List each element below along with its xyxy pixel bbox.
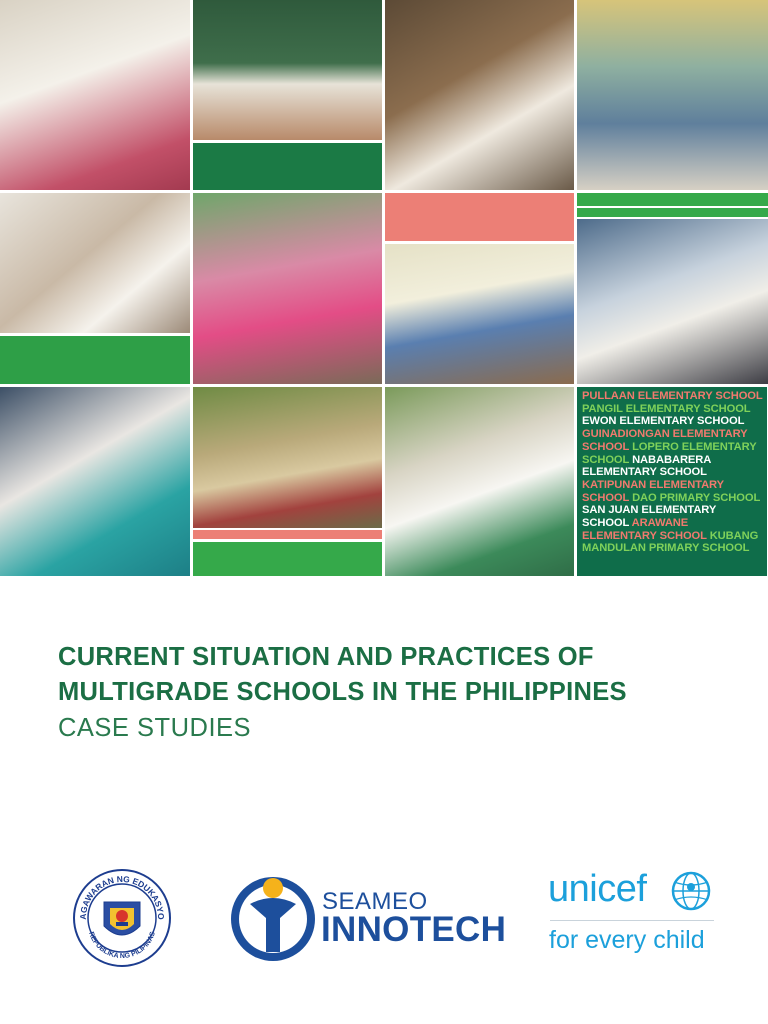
seameo-innotech-logo: [228, 872, 507, 964]
color-stripe-green: [577, 193, 768, 206]
color-stripe-green-2: [577, 208, 768, 217]
school-names-panel: [577, 387, 767, 576]
unicef-logo: [548, 868, 728, 968]
school-name: ARAWANE ELEMENTARY SCHOOL: [582, 517, 710, 542]
school-name: GUINADIONGAN ELEMENTARY SCHOOL: [582, 428, 748, 453]
color-stripe-salmon: [193, 530, 382, 539]
photo-classroom-teacher: [577, 0, 768, 190]
color-block-green: [0, 336, 190, 384]
unicef-wordmark: unicef: [548, 868, 647, 910]
report-title-line-2: MULTIGRADE SCHOOLS IN THE PHILIPPINES: [58, 678, 627, 706]
school-name: EWON ELEMENTARY SCHOOL: [582, 415, 745, 428]
report-subtitle: CASE STUDIES: [58, 714, 252, 742]
school-name: KATIPUNAN ELEMENTARY SCHOOL: [582, 478, 724, 504]
photo-classroom-group-work: [385, 244, 574, 384]
photo-boy-writing: [385, 0, 574, 190]
unicef-divider: [550, 920, 714, 921]
school-name: SAN JUAN ELEMENTARY SCHOOL: [582, 504, 717, 530]
seameo-emblem-icon: [228, 874, 318, 964]
color-block-green-3: [193, 542, 382, 576]
deped-ring-bottom: REPUBLIKA NG PILIPINAS: [87, 930, 157, 961]
color-block-salmon: [385, 193, 574, 241]
unicef-tagline: for every child: [549, 926, 705, 954]
photo-students-writing-at-table: [0, 387, 190, 576]
photo-children-seated-on-floor: [577, 219, 768, 384]
photo-girls-drawing-outdoors: [385, 387, 574, 576]
deped-ring-top: AGAWARAN NG EDUKASYO: [77, 873, 167, 920]
report-title-line-1: CURRENT SITUATION AND PRACTICES OF: [58, 643, 594, 671]
deped-seal-icon: [70, 868, 174, 968]
school-name: NABABARERA ELEMENTARY SCHOOL: [582, 453, 711, 479]
school-name: PANGIL ELEMENTARY SCHOOL: [582, 402, 751, 415]
photo-children-sorting-leaves: [0, 0, 190, 190]
color-block-dark-green: [193, 143, 382, 190]
seameo-wordmark: SEAMEO: [322, 888, 428, 915]
report-title-block: [58, 640, 738, 746]
photo-girl-dancing-outdoors: [193, 387, 382, 528]
school-name: LOPERO ELEMENTARY SCHOOL: [582, 440, 757, 466]
photo-boy-thinking: [0, 193, 190, 333]
deped-seal-logo: [70, 868, 174, 968]
school-name: PULLAAN ELEMENTARY SCHOOL: [582, 390, 763, 402]
innotech-wordmark: INNOTECH: [321, 910, 507, 949]
school-name: DAO PRIMARY SCHOOL: [632, 491, 760, 504]
photo-girls-dancing-pink-skirts: [193, 193, 382, 384]
photo-teacher-at-blackboard: [193, 0, 382, 140]
unicef-globe-icon: [668, 868, 714, 914]
school-name: KUBANG MANDULAN PRIMARY SCHOOL: [582, 529, 759, 555]
